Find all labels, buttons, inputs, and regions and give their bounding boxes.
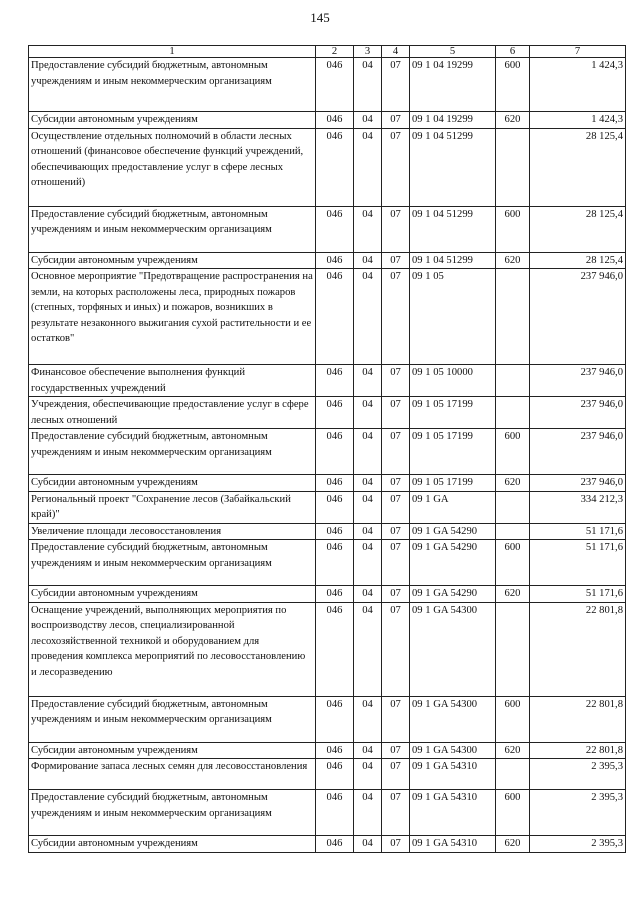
row-amount: 1 424,3 <box>530 112 626 129</box>
row-name: Оснащение учреждений, выполняющих мероприятия по воспроизводству лесов, специализированной лесохозяйственной техникой и оборудованием для проведения комплекса мероприятий по лесовосстановлению и лесоразведению <box>29 602 316 696</box>
row-target-code: 09 1 GA 54290 <box>410 540 496 586</box>
row-amount: 22 801,8 <box>530 696 626 742</box>
row-amount: 2 395,3 <box>530 790 626 836</box>
row-amount: 28 125,4 <box>530 206 626 252</box>
row-grbs: 046 <box>316 475 354 492</box>
row-amount: 22 801,8 <box>530 602 626 696</box>
row-section: 04 <box>354 58 382 112</box>
table-row <box>29 742 626 759</box>
row-target-code: 09 1 05 10000 <box>410 365 496 397</box>
row-expense-type <box>496 523 530 540</box>
row-section: 04 <box>354 397 382 429</box>
row-expense-type <box>496 365 530 397</box>
row-target-code: 09 1 05 17199 <box>410 397 496 429</box>
row-section: 04 <box>354 790 382 836</box>
row-subsection: 07 <box>382 58 410 112</box>
row-expense-type: 600 <box>496 696 530 742</box>
row-subsection: 07 <box>382 252 410 269</box>
row-subsection: 07 <box>382 397 410 429</box>
header-col-5: 5 <box>410 46 496 58</box>
row-subsection: 07 <box>382 112 410 129</box>
table-row <box>29 365 626 397</box>
row-amount: 237 946,0 <box>530 269 626 365</box>
row-name: Субсидии автономным учреждениям <box>29 475 316 492</box>
row-expense-type: 620 <box>496 836 530 853</box>
row-name: Предоставление субсидий бюджетным, автономным учреждениям и иным некоммерческим организациям <box>29 696 316 742</box>
header-col-2: 2 <box>316 46 354 58</box>
header-col-6: 6 <box>496 46 530 58</box>
row-grbs: 046 <box>316 491 354 523</box>
row-section: 04 <box>354 602 382 696</box>
row-grbs: 046 <box>316 397 354 429</box>
row-expense-type: 600 <box>496 790 530 836</box>
table-row <box>29 586 626 603</box>
row-grbs: 046 <box>316 269 354 365</box>
row-amount: 2 395,3 <box>530 759 626 790</box>
row-expense-type <box>496 491 530 523</box>
row-target-code: 09 1 04 51299 <box>410 128 496 206</box>
row-name: Предоставление субсидий бюджетным, автономным учреждениям и иным некоммерческим организациям <box>29 206 316 252</box>
row-grbs: 046 <box>316 252 354 269</box>
row-subsection: 07 <box>382 475 410 492</box>
row-target-code: 09 1 05 17199 <box>410 475 496 492</box>
table-row <box>29 540 626 586</box>
row-grbs: 046 <box>316 790 354 836</box>
table-row <box>29 523 626 540</box>
row-target-code: 09 1 05 17199 <box>410 429 496 475</box>
table-row <box>29 696 626 742</box>
row-section: 04 <box>354 836 382 853</box>
row-section: 04 <box>354 586 382 603</box>
table-row <box>29 790 626 836</box>
row-expense-type: 600 <box>496 540 530 586</box>
row-name: Предоставление субсидий бюджетным, автономным учреждениям и иным некоммерческим организациям <box>29 429 316 475</box>
row-target-code: 09 1 04 51299 <box>410 206 496 252</box>
row-amount: 237 946,0 <box>530 429 626 475</box>
header-col-1: 1 <box>29 46 316 58</box>
table-row <box>29 759 626 790</box>
row-subsection: 07 <box>382 523 410 540</box>
row-section: 04 <box>354 759 382 790</box>
row-expense-type <box>496 269 530 365</box>
row-subsection: 07 <box>382 696 410 742</box>
row-expense-type: 620 <box>496 742 530 759</box>
row-grbs: 046 <box>316 429 354 475</box>
row-expense-type: 600 <box>496 206 530 252</box>
row-target-code: 09 1 GA 54290 <box>410 586 496 603</box>
row-expense-type <box>496 602 530 696</box>
row-grbs: 046 <box>316 206 354 252</box>
row-name: Учреждения, обеспечивающие предоставление услуг в сфере лесных отношений <box>29 397 316 429</box>
table-row <box>29 112 626 129</box>
row-section: 04 <box>354 429 382 475</box>
row-subsection: 07 <box>382 586 410 603</box>
row-name: Субсидии автономным учреждениям <box>29 112 316 129</box>
row-subsection: 07 <box>382 206 410 252</box>
row-grbs: 046 <box>316 365 354 397</box>
row-target-code: 09 1 04 19299 <box>410 112 496 129</box>
row-subsection: 07 <box>382 491 410 523</box>
row-subsection: 07 <box>382 365 410 397</box>
row-grbs: 046 <box>316 696 354 742</box>
row-section: 04 <box>354 112 382 129</box>
row-expense-type: 600 <box>496 58 530 112</box>
row-expense-type: 620 <box>496 586 530 603</box>
table-row <box>29 206 626 252</box>
row-expense-type <box>496 397 530 429</box>
row-target-code: 09 1 04 51299 <box>410 252 496 269</box>
row-subsection: 07 <box>382 429 410 475</box>
table-row <box>29 252 626 269</box>
row-section: 04 <box>354 491 382 523</box>
row-target-code: 09 1 GA 54310 <box>410 836 496 853</box>
header-col-3: 3 <box>354 46 382 58</box>
row-name: Субсидии автономным учреждениям <box>29 742 316 759</box>
header-col-4: 4 <box>382 46 410 58</box>
row-amount: 51 171,6 <box>530 540 626 586</box>
row-name: Субсидии автономным учреждениям <box>29 252 316 269</box>
row-section: 04 <box>354 206 382 252</box>
row-expense-type: 620 <box>496 252 530 269</box>
row-subsection: 07 <box>382 742 410 759</box>
row-subsection: 07 <box>382 540 410 586</box>
row-expense-type <box>496 128 530 206</box>
table-row <box>29 836 626 853</box>
row-amount: 237 946,0 <box>530 365 626 397</box>
row-grbs: 046 <box>316 602 354 696</box>
row-section: 04 <box>354 696 382 742</box>
row-name: Основное мероприятие "Предотвращение распространения на земли, на которых расположены леса, природных пожаров (степных, торфяных и иных) и пожаров, возникших в результате незаконного выжигания сухой растительности и ее остатков" <box>29 269 316 365</box>
row-section: 04 <box>354 475 382 492</box>
row-name: Формирование запаса лесных семян для лесовосстановления <box>29 759 316 790</box>
row-grbs: 046 <box>316 540 354 586</box>
row-subsection: 07 <box>382 836 410 853</box>
row-grbs: 046 <box>316 523 354 540</box>
row-expense-type <box>496 759 530 790</box>
row-grbs: 046 <box>316 836 354 853</box>
row-name: Субсидии автономным учреждениям <box>29 586 316 603</box>
row-target-code: 09 1 GA 54310 <box>410 759 496 790</box>
row-section: 04 <box>354 128 382 206</box>
row-section: 04 <box>354 252 382 269</box>
row-expense-type: 620 <box>496 112 530 129</box>
table-row <box>29 602 626 696</box>
row-expense-type: 620 <box>496 475 530 492</box>
row-amount: 51 171,6 <box>530 586 626 603</box>
row-amount: 22 801,8 <box>530 742 626 759</box>
row-grbs: 046 <box>316 128 354 206</box>
row-name: Предоставление субсидий бюджетным, автономным учреждениям и иным некоммерческим организациям <box>29 58 316 112</box>
table-row <box>29 397 626 429</box>
row-section: 04 <box>354 523 382 540</box>
row-target-code: 09 1 GA 54290 <box>410 523 496 540</box>
row-subsection: 07 <box>382 790 410 836</box>
table-row <box>29 491 626 523</box>
row-name: Субсидии автономным учреждениям <box>29 836 316 853</box>
row-grbs: 046 <box>316 58 354 112</box>
header-row <box>29 46 626 58</box>
table-row <box>29 128 626 206</box>
row-target-code: 09 1 GA 54300 <box>410 602 496 696</box>
row-section: 04 <box>354 540 382 586</box>
table-row <box>29 269 626 365</box>
row-section: 04 <box>354 742 382 759</box>
row-subsection: 07 <box>382 269 410 365</box>
row-grbs: 046 <box>316 759 354 790</box>
row-target-code: 09 1 GA <box>410 491 496 523</box>
table-row <box>29 429 626 475</box>
row-amount: 28 125,4 <box>530 128 626 206</box>
row-name: Финансовое обеспечение выполнения функций государственных учреждений <box>29 365 316 397</box>
row-grbs: 046 <box>316 742 354 759</box>
row-target-code: 09 1 04 19299 <box>410 58 496 112</box>
row-target-code: 09 1 GA 54300 <box>410 742 496 759</box>
page-number: 145 <box>310 10 330 25</box>
row-amount: 1 424,3 <box>530 58 626 112</box>
row-amount: 28 125,4 <box>530 252 626 269</box>
table-row <box>29 58 626 112</box>
header-col-7: 7 <box>530 46 626 58</box>
row-target-code: 09 1 GA 54310 <box>410 790 496 836</box>
row-subsection: 07 <box>382 759 410 790</box>
row-grbs: 046 <box>316 586 354 603</box>
row-expense-type: 600 <box>496 429 530 475</box>
row-name: Предоставление субсидий бюджетным, автономным учреждениям и иным некоммерческим организациям <box>29 790 316 836</box>
row-target-code: 09 1 GA 54300 <box>410 696 496 742</box>
row-amount: 2 395,3 <box>530 836 626 853</box>
table-row <box>29 475 626 492</box>
row-name: Осуществление отдельных полномочий в области лесных отношений (финансовое обеспечение функций учреждений, обеспечивающих предоставление услуг в сфере лесных отношений) <box>29 128 316 206</box>
row-name: Увеличение площади лесовосстановления <box>29 523 316 540</box>
row-name: Предоставление субсидий бюджетным, автономным учреждениям и иным некоммерческим организациям <box>29 540 316 586</box>
row-subsection: 07 <box>382 128 410 206</box>
row-section: 04 <box>354 269 382 365</box>
row-amount: 334 212,3 <box>530 491 626 523</box>
row-section: 04 <box>354 365 382 397</box>
budget-table <box>28 45 626 853</box>
row-name: Региональный проект "Сохранение лесов (Забайкальский край)" <box>29 491 316 523</box>
row-grbs: 046 <box>316 112 354 129</box>
row-amount: 237 946,0 <box>530 475 626 492</box>
row-subsection: 07 <box>382 602 410 696</box>
row-amount: 237 946,0 <box>530 397 626 429</box>
row-amount: 51 171,6 <box>530 523 626 540</box>
row-target-code: 09 1 05 <box>410 269 496 365</box>
